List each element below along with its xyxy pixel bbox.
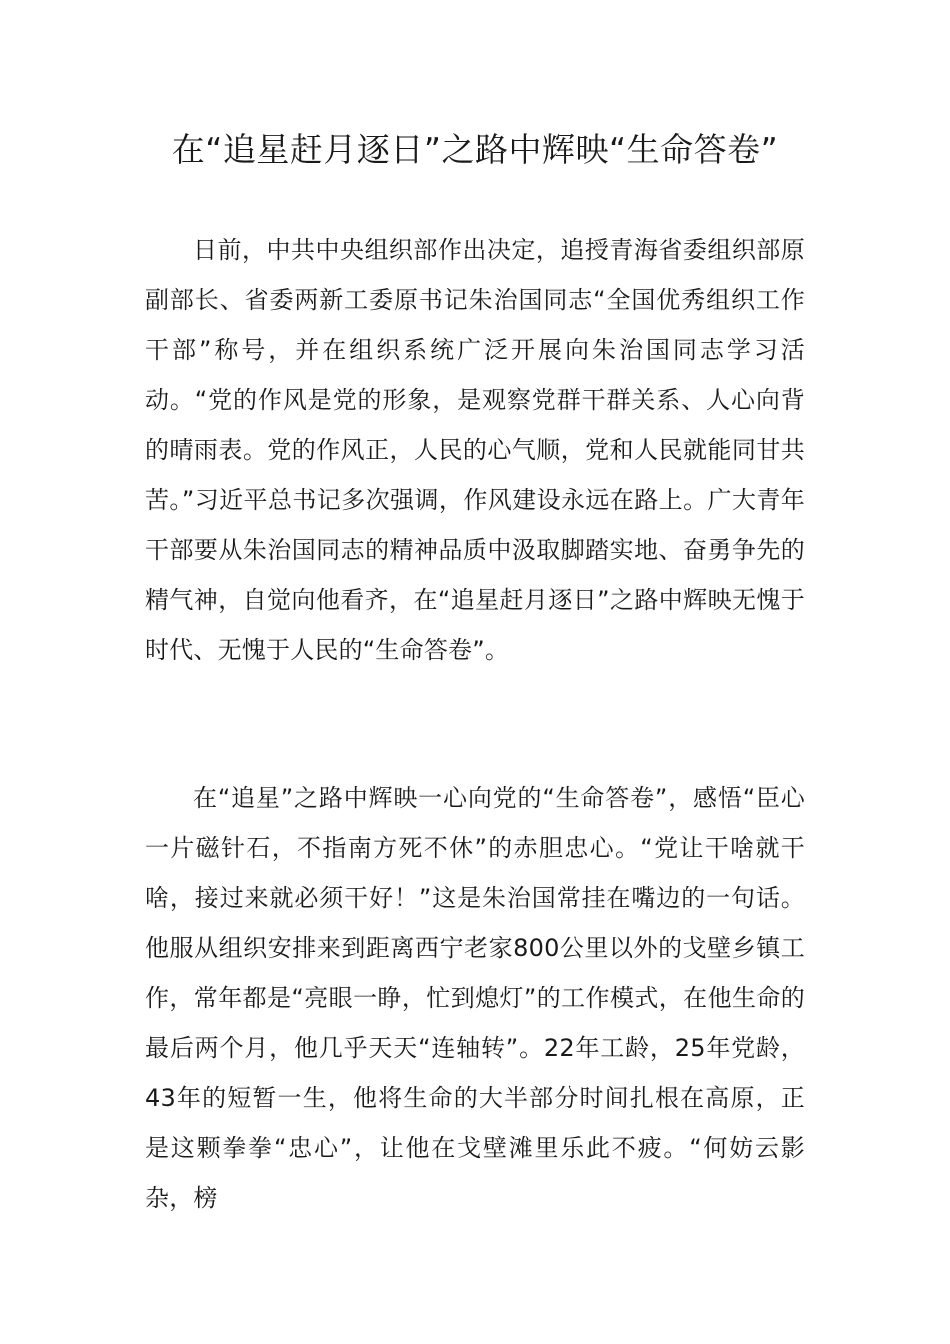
document-title: 在“追星赶月逐日”之路中辉映“生命答卷” xyxy=(171,130,779,169)
paragraph-2: 在“追星”之路中辉映一心向党的“生命答卷”，感悟“臣心一片磁针石，不指南方死不休”的赤胆忠心。“党让干啥就干啥，接过来就必须干好！”这是朱治国常挂在嘴边的一句话。他服从组织安排来到距离西宁老家800公里以外的戈壁乡镇工作，常年都是“亮眼一睁，忙到熄灯”的工作模式，在他生命的最后两个月，他几乎天天“连轴转”。22年工龄，25年党龄，43年的短暂一生，他将生命的大半部分时间扎根在高原，正是这颗拳拳“忠心”，让他在戈壁滩里乐此不疲。“何妨云影杂，榜 xyxy=(145,784,805,1212)
paragraph-1: 日前，中共中央组织部作出决定，追授青海省委组织部原副部长、省委两新工委原书记朱治国同志“全国优秀组织工作干部”称号，并在组织系统广泛开展向朱治国同志学习活动。“党的作风是党的形象，是观察党群干群关系、人心向背的晴雨表。党的作风正，人民的心气顺，党和人民就能同甘共苦。”习近平总书记多次强调，作风建设永远在路上。广大青年干部要从朱治国同志的精神品质中汲取脚踏实地、奋勇争先的精气神，自觉向他看齐，在“追星赶月逐日”之路中辉映无愧于时代、无愧于人民的“生命答卷”。 xyxy=(145,236,805,664)
